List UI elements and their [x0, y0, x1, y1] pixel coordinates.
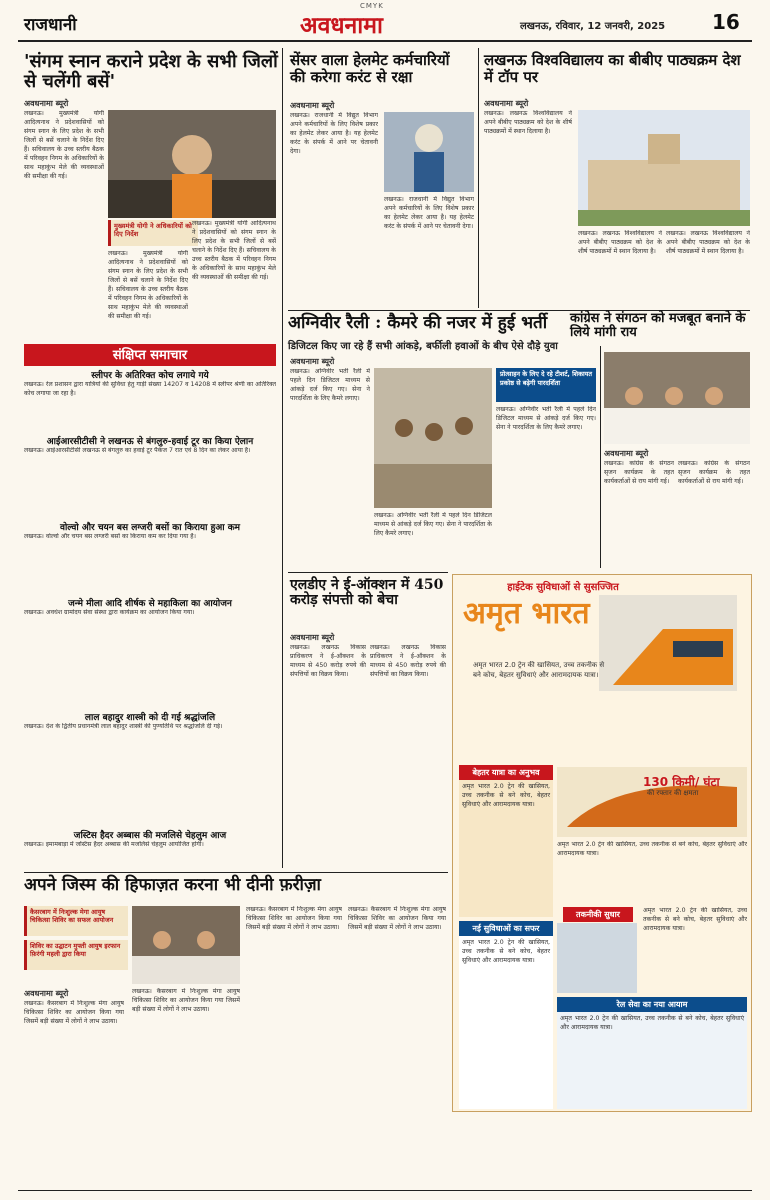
story1-byline: अवधनामा ब्यूरो — [24, 99, 69, 108]
ad-box1-body: अमृत भारत 2.0 ट्रेन की खासियत, उच्च तकनीक से बने कोच, बेहतर सुविधाएं और आरामदायक यात्रा। — [462, 783, 550, 808]
story2-photo-art — [384, 112, 474, 192]
story4-pull-text: प्रोत्साहन के लिए दे रहे टीशर्ट, शिकायत प्रकोष्ठ से बढ़ेगी पारदर्शिता — [500, 370, 592, 387]
page-number: 16 — [712, 10, 740, 34]
brief-title: संक्षिप्त समाचार — [112, 348, 188, 363]
col-divider-3 — [600, 346, 601, 568]
story4-subhead: डिजिटल किए जा रहे हैं सभी आंकड़े, बर्फीली हवाओं के बीच ऐसे दौड़े युवा — [288, 341, 558, 352]
story6-body-2: लखनऊ। लखनऊ विकास प्राधिकरण ने ई-ऑक्शन के माध्यम से 450 करोड़ रुपये की संपत्तियों का विक्रय किया। — [370, 644, 446, 678]
brief-item-body: लखनऊ। रेल प्रशासन द्वारा यात्रियों की सुविधा हेतु गाड़ी संख्या 14207 व 14208 में स्लीपर श्रेणी का अतिरिक्त कोच लगाया जा रहा है। — [24, 381, 276, 397]
story4-body: लखनऊ। अग्निवीर भर्ती रैली में पहले दिन डिजिटल माध्यम से आंकड़े दर्ज किए गए। सेना ने पारदर्शिता के लिए कैमरे लगाए। — [290, 368, 370, 402]
story7-pull1 — [24, 906, 128, 936]
brief-item-title: वोल्वो और चयन बस लग्जरी बसों का किराया हुआ कम — [59, 523, 241, 533]
story7-pull2-text: शिविर का उद्घाटन मुफ्ती आयुष इरफान फ़िरंगी महली द्वारा किया — [30, 942, 121, 959]
dateline: लखनऊ, रविवार, 12 जनवरी, 2025 — [520, 21, 666, 32]
story3-photo-art — [578, 110, 750, 226]
brief-item-body: लखनऊ। अवधेश ग्रामोदय सेवा संस्था द्वारा कार्यक्रम का आयोजन किया गया। — [24, 609, 195, 616]
ad-box2 — [459, 921, 553, 1109]
story4-body-2: लखनऊ। अग्निवीर भर्ती रैली में पहले दिन डिजिटल माध्यम से आंकड़े दर्ज किए गए। सेना ने पारदर्शिता के लिए कैमरे लगाए। — [496, 406, 596, 431]
story1-headline: 'संगम स्नान कराने प्रदेश के सभी जिलों से चलेंगी बसें' — [24, 51, 278, 92]
masthead-logo: अवधनामा — [300, 12, 383, 39]
rule-story7-top — [24, 872, 448, 873]
brief-item-body: लखनऊ। देश के द्वितीय प्रधानमंत्री लाल बहादुर शास्त्री की पुण्यतिथि पर श्रद्धांजलि दी गई। — [24, 723, 223, 730]
ad-box3 — [557, 997, 747, 1109]
ad-box3-body: अमृत भारत 2.0 ट्रेन की खासियत, उच्च तकनीक से बने कोच, बेहतर सुविधाएं और आरामदायक यात्रा। — [560, 1015, 744, 1031]
story4-body-3: लखनऊ। अग्निवीर भर्ती रैली में पहले दिन डिजिटल माध्यम से आंकड़े दर्ज किए गए। सेना ने पारदर्शिता के लिए कैमरे लगाए। — [374, 512, 492, 537]
story3-headline: लखनऊ विश्वविद्यालय का बीबीए पाठ्यक्रम देश में टॉप पर — [484, 51, 741, 86]
ad-train-svg — [593, 589, 743, 709]
story2-byline: अवधनामा ब्यूरो — [290, 101, 335, 110]
brief-item-body: लखनऊ। इमामबाड़ा में जस्टिस हैदर अब्बास की मजलिसे चेहलुम आयोजित होगी। — [24, 841, 204, 848]
story7-photo — [132, 906, 240, 984]
story4-photo — [374, 368, 492, 508]
brief-item-title: स्लीपर के अतिरिक्त कोच लगाये गये — [91, 371, 209, 381]
story1-body-2: लखनऊ। मुख्यमंत्री योगी आदित्यनाथ ने प्रदेशवासियों को संगम स्नान के लिए प्रदेश के सभी जिलों से बसें चलाने के निर्देश दिए हैं। सचिवालय के उच्च स्तरीय बैठक में परिवहन निगम के अधिकारियों के साथ महाकुंभ मेले की व्यवस्थाओं की समीक्षा की गई। — [108, 250, 188, 320]
story1-body: लखनऊ। मुख्यमंत्री योगी आदित्यनाथ ने प्रदेशवासियों को संगम स्नान के लिए प्रदेश के सभी जिलों से बसें चलाने के निर्देश दिए हैं। सचिवालय के उच्च स्तरीय बैठक में परिवहन निगम के अधिकारियों के साथ महाकुंभ मेले की व्यवस्थाओं की समीक्षा की गई। — [24, 110, 104, 180]
story3-body-3: लखनऊ। लखनऊ विश्वविद्यालय ने अपने बीबीए पाठ्यक्रम को देश के शीर्ष पाठ्यक्रमों में स्थान दिलाया है। — [666, 230, 750, 255]
brief-item — [24, 368, 276, 429]
brief-item — [24, 710, 276, 823]
brief-item-title: जस्टिस हैदर अब्बास की मजलिसे चेहलुम आज — [73, 831, 227, 841]
story7-pull1-text: कैसरबाग में निःशुल्क मेगा आयुष चिकित्सा शिविर का सफल आयोजन — [30, 908, 114, 925]
brief-item-title: आईआरसीटीसी ने लखनऊ से बंगलुरु-हवाई टूर का किया ऐलान — [46, 437, 254, 447]
ad-box2-title: नई सुविधाओं का सफर — [459, 921, 553, 936]
story4-photo-art — [374, 368, 492, 508]
story5-headline: कांग्रेस ने संगठन को मजबूत बनाने के लिये मांगी राय — [570, 311, 746, 341]
story7-pull2 — [24, 940, 128, 970]
ad-tech-art — [557, 923, 637, 993]
ad-box3-title: रेल सेवा का नया आयाम — [557, 997, 747, 1012]
ad-box1-title: बेहतर यात्रा का अनुभव — [459, 765, 553, 780]
story7-byline: अवधनामा ब्यूरो — [24, 989, 69, 998]
story5-photo-art — [604, 352, 750, 444]
story6-body: लखनऊ। लखनऊ विकास प्राधिकरण ने ई-ऑक्शन के माध्यम से 450 करोड़ रुपये की संपत्तियों का विक्रय किया। — [290, 644, 366, 678]
story4-pullquote — [496, 368, 596, 402]
brief-item-body: लखनऊ। आईआरसीटीसी लखनऊ से बंगलुरु का हवाई टूर पैकेज 7 रात एवं 8 दिन का लेकर आया है। — [24, 447, 251, 454]
ad-speed-sub: की रफ्तार की क्षमता — [647, 789, 699, 797]
ad-tech: तकनीकी सुधार — [563, 907, 633, 922]
ad-speed: 130 किमी/ घंटा — [643, 775, 720, 789]
footer-rule — [18, 1190, 752, 1191]
story2-photo — [384, 112, 474, 192]
story3-photo — [578, 110, 750, 226]
story2-body: लखनऊ। राजधानी में विद्युत विभाग अपने कर्मचारियों के लिए विशेष प्रकार का हेलमेट लेकर आया है। यह हेलमेट करंट के संपर्क में आने पर चेतावनी देगा। — [290, 112, 378, 155]
story1-pullquote — [108, 220, 198, 246]
col-divider-1 — [282, 48, 283, 868]
story7-body-2: लखनऊ। कैसरबाग में निःशुल्क मेगा आयुष चिकित्सा शिविर का आयोजन किया गया जिसमें बड़ी संख्या में लोगों ने लाभ उठाया। — [132, 988, 240, 1013]
story7-body-4: लखनऊ। कैसरबाग में निःशुल्क मेगा आयुष चिकित्सा शिविर का आयोजन किया गया जिसमें बड़ी संख्या में लोगों ने लाभ उठाया। — [348, 906, 446, 931]
brief-item — [24, 520, 276, 591]
ad-speed-body: अमृत भारत 2.0 ट्रेन की खासियत, उच्च तकनीक से बने कोच, बेहतर सुविधाएं और आरामदायक यात्रा। — [557, 841, 747, 857]
story3-body-2: लखनऊ। लखनऊ विश्वविद्यालय ने अपने बीबीए पाठ्यक्रम को देश के शीर्ष पाठ्यक्रमों में स्थान दिलाया है। — [578, 230, 662, 255]
brief-item — [24, 596, 276, 705]
story5-photo — [604, 352, 750, 444]
rule-story6-top — [288, 572, 448, 573]
story2-headline: सेंसर वाला हेलमेट कर्मचारियों की करेगा करंट से रक्षा — [290, 51, 450, 86]
story5-body: लखनऊ। कांग्रेस के संगठन सृजन कार्यक्रम के तहत कार्यकर्ताओं से राय मांगी गई। — [604, 460, 674, 485]
story1-photo — [108, 110, 276, 218]
ad-tech-body: अमृत भारत 2.0 ट्रेन की खासियत, उच्च तकनीक से बने कोच, बेहतर सुविधाएं और आरामदायक यात्रा। — [643, 907, 747, 932]
ad-box2-body: अमृत भारत 2.0 ट्रेन की खासियत, उच्च तकनीक से बने कोच, बेहतर सुविधाएं और आरामदायक यात्रा। — [462, 939, 550, 964]
brief-item-title: जन्मे मीला आदि शीर्षक से महाकिला का आयोजन — [68, 599, 232, 609]
story4-headline: अग्निवीर रैली : कैमरे की नजर में हुई भर्ती — [288, 313, 548, 333]
story1-photo-art — [108, 110, 276, 218]
top-tag: CMYK — [360, 2, 384, 10]
brief-item — [24, 434, 276, 515]
brief-item-body: लखनऊ। वोल्वो और चयन बस लग्जरी बसों का किराया कम कर दिया गया है। — [24, 533, 196, 540]
ad-tagline: हाईटेक सुविधाओं से सुसज्जित — [507, 582, 619, 593]
story4-byline: अवधनामा ब्यूरो — [290, 357, 335, 366]
story3-body: लखनऊ। लखनऊ विश्वविद्यालय ने अपने बीबीए पाठ्यक्रम को देश के शीर्ष पाठ्यक्रमों में स्थान दिलाया है। — [484, 110, 572, 135]
story5-byline: अवधनामा ब्यूरो — [604, 449, 649, 458]
brief-item-title: लाल बहादुर शास्त्री को दी गई श्रद्धांजलि — [84, 713, 216, 723]
story6-byline: अवधनामा ब्यूरो — [290, 633, 335, 642]
ad-body: अमृत भारत 2.0 ट्रेन की खासियत, उच्च तकनीक से बने कोच, बेहतर सुविधाएं और आरामदायक यात्रा। — [473, 661, 605, 679]
ad-box1 — [459, 765, 553, 917]
story7-photo-art — [132, 906, 240, 984]
masthead-rule — [18, 40, 752, 42]
story1-pull-text: मुख्यमंत्री योगी ने अधिकारियों को दिए निर्देश — [114, 222, 192, 239]
brief-header — [24, 344, 276, 366]
story3-byline: अवधनामा ब्यूरो — [484, 99, 529, 108]
section-label: राजधानी — [24, 15, 77, 35]
brief-list — [24, 368, 276, 868]
story6-headline: एलडीए ने ई-ऑक्शन में 450 करोड़ संपत्ती को बेचा — [290, 577, 444, 609]
story5-body-2: लखनऊ। कांग्रेस के संगठन सृजन कार्यक्रम के तहत कार्यकर्ताओं से राय मांगी गई। — [678, 460, 750, 485]
story7-body-3: लखनऊ। कैसरबाग में निःशुल्क मेगा आयुष चिकित्सा शिविर का आयोजन किया गया जिसमें बड़ी संख्या में लोगों ने लाभ उठाया। — [246, 906, 342, 931]
story7-headline: अपने जिस्म की हिफाज़त करना भी दीनी फ़रीज़ा — [24, 875, 321, 895]
story2-body-2: लखनऊ। राजधानी में विद्युत विभाग अपने कर्मचारियों के लिए विशेष प्रकार का हेलमेट लेकर आया है। यह हेलमेट करंट के संपर्क में आने पर चेतावनी देगा। — [384, 196, 474, 230]
ad-train-art — [593, 589, 743, 709]
ad-title: अमृत भारत — [463, 596, 590, 631]
story1-body-3: लखनऊ। मुख्यमंत्री योगी आदित्यनाथ ने प्रदेशवासियों को संगम स्नान के लिए प्रदेश के सभी जिलों से बसें चलाने के निर्देश दिए हैं। सचिवालय के उच्च स्तरीय बैठक में परिवहन निगम के अधिकारियों के साथ महाकुंभ मेले की व्यवस्थाओं की समीक्षा की गई। — [192, 220, 276, 281]
brief-item — [24, 828, 276, 868]
ad-banner — [452, 574, 752, 1112]
col-divider-2 — [478, 48, 479, 308]
story7-body: लखनऊ। कैसरबाग में निःशुल्क मेगा आयुष चिकित्सा शिविर का आयोजन किया गया जिसमें बड़ी संख्या में लोगों ने लाभ उठाया। — [24, 1000, 124, 1025]
